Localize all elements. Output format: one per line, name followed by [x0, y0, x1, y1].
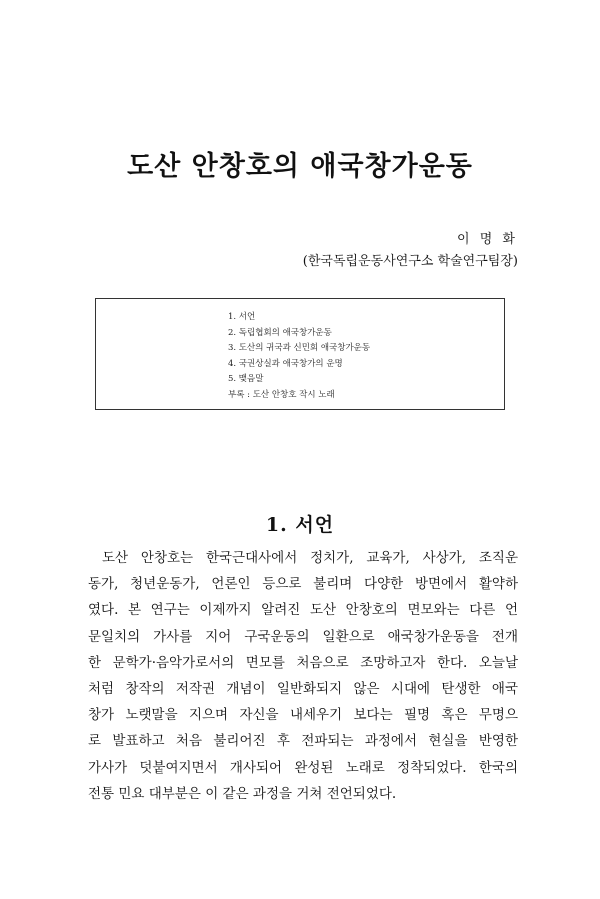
- paragraph-line: 로 발표하고 처음 불리어진 후 전파되는 과정에서 현실을 반영한: [88, 733, 518, 750]
- page-title: 도산 안창호의 애국창가운동: [127, 151, 473, 183]
- author-affiliation: (한국독립운동사연구소 학술연구팀장): [302, 254, 518, 269]
- toc-item: 1. 서언: [228, 312, 256, 322]
- toc-item: 4. 국권상실과 애국창가의 운명: [228, 358, 343, 369]
- toc-item: 2. 독립협회의 애국창가운동: [228, 327, 332, 338]
- paragraph-line: 처럼 창작의 저작권 개념이 일반화되지 않은 시대에 탄생한 애국: [88, 681, 518, 698]
- toc-item: 부록 : 도산 안창호 작시 노래: [228, 389, 335, 400]
- paragraph-line: 가사가 덧붙여지면서 개사되어 완성된 노래로 정착되었다. 한국의: [88, 759, 518, 776]
- paragraph-line: 동가, 청년운동가, 언론인 등으로 불리며 다양한 방면에서 활약하: [88, 576, 518, 593]
- paragraph-line: 창가 노랫말을 지으며 자신을 내세우기 보다는 필명 혹은 무명으: [88, 707, 518, 724]
- section-heading: 1. 서언: [265, 513, 335, 536]
- table-of-contents: [95, 298, 505, 410]
- paragraph-line: 도산 안창호는 한국근대사에서 정치가, 교육가, 사상가, 조직운: [102, 550, 518, 566]
- paragraph-line: 한 문학가·음악가로서의 면모를 처음으로 조망하고자 한다. 오늘날: [88, 654, 518, 671]
- paragraph-line: 전통 민요 대부분은 이 같은 과정을 거쳐 전언되었다.: [88, 785, 397, 802]
- toc-list: [228, 310, 370, 404]
- toc-item: 5. 맺음말: [228, 374, 264, 385]
- body-paragraph: [88, 545, 518, 807]
- toc-item: 3. 도산의 귀국과 신민회 애국창가운동: [228, 343, 371, 354]
- author-name: 이 명 화: [457, 232, 518, 247]
- paragraph-line: 였다. 본 연구는 이제까지 알려진 도산 안창호의 면모와는 다른 언: [88, 602, 518, 619]
- paragraph-line: 문일치의 가사를 지어 구국운동의 일환으로 애국창가운동을 전개: [88, 628, 518, 645]
